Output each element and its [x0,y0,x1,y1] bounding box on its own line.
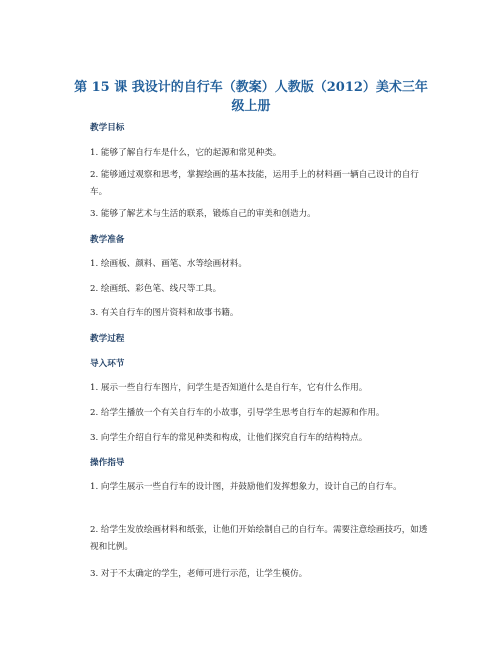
section-heading-intro: 导入环节 [90,359,125,369]
goal-item-3: 3. 能够了解艺术与生活的联系，锻炼自己的审美和创造力。 [90,209,316,219]
intro-item-1: 1. 展示一些自行车图片，问学生是否知道什么是自行车，它有什么作用。 [90,383,368,393]
section-heading-process: 教学过程 [90,334,125,344]
guidance-item-1: 1. 向学生展示一些自行车的设计图，并鼓励他们发挥想象力，设计自己的自行车。 [90,482,402,492]
goal-item-2: 2. 能够通过观察和思考，掌握绘画的基本技能，运用手上的材料画一辆自己设计的自行车。 [90,170,419,197]
guidance-item-3: 3. 对于不太确定的学生，老师可进行示范，让学生模仿。 [90,569,308,579]
prep-item-1: 1. 绘画板、颜料、画笔、水等绘画材料。 [90,259,248,269]
section-heading-goals: 教学目标 [90,123,125,133]
guidance-item-2: 2. 给学生发放绘画材料和纸张，让他们开始绘制自己的自行车。需要注意绘画技巧，如透视和比例。 [90,525,428,552]
prep-item-3: 3. 有关自行车的图片资料和故事书籍。 [90,308,239,318]
section-heading-preparation: 教学准备 [90,235,125,245]
document-title: 第 15 课 我设计的自行车（教案）人教版（2012）美术三年级上册 [74,80,428,114]
section-heading-guidance: 操作指导 [90,458,125,468]
intro-item-3: 3. 向学生介绍自行车的常见种类和构成，让他们探究自行车的结构特点。 [90,433,368,443]
goal-item-1: 1. 能够了解自行车是什么，它的起源和常见种类。 [90,148,282,158]
prep-item-2: 2. 绘画纸、彩色笔、线尺等工具。 [90,284,222,294]
intro-item-2: 2. 给学生播放一个有关自行车的小故事，引导学生思考自行车的起源和作用。 [90,408,385,418]
